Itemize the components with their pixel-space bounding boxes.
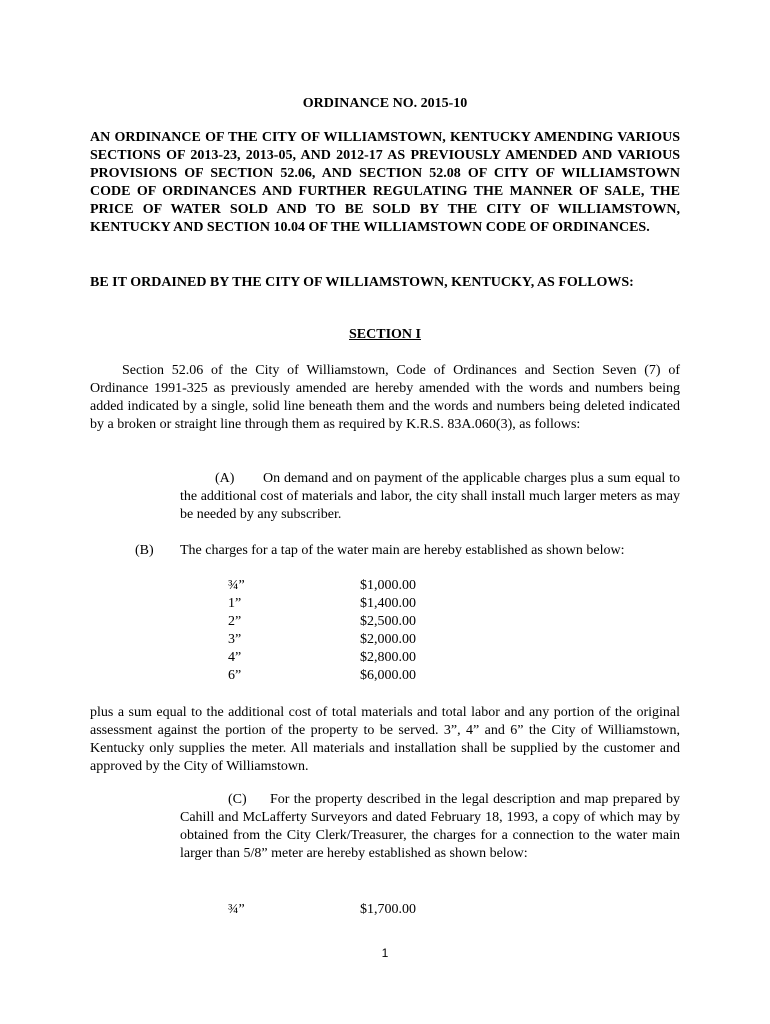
table-row <box>228 667 416 685</box>
item-a-label: (A) <box>215 471 235 486</box>
table-row <box>228 577 416 595</box>
page-number: 1 <box>381 946 389 960</box>
table-row <box>228 631 416 649</box>
item-c <box>180 791 680 863</box>
charge-amount: $2,000.00 <box>360 632 416 647</box>
charge-amount: $1,400.00 <box>360 596 416 611</box>
meter-size: 3” <box>228 632 242 647</box>
charge-amount: $2,500.00 <box>360 614 416 629</box>
table-row <box>228 649 416 667</box>
item-a <box>180 470 680 524</box>
meter-size: 6” <box>228 668 242 683</box>
charge-amount: $6,000.00 <box>360 668 416 683</box>
section-paragraph: Section 52.06 of the City of Williamstown, Code of Ordinances and Section Seven (7) of Ordinance 1991-325 as previously amended are hereby amended with the words and numbers being added indicated by a single, solid line beneath them and the words and numbers being deleted indicated by a broken or straight line through them as required by K.R.S. 83A.060(3), as follows: <box>90 363 680 432</box>
meter-size: 4” <box>228 650 242 665</box>
item-a-text: On demand and on payment of the applicable charges plus a sum equal to the additional cost of materials and labor, the city shall install much larger meters as may be needed by any subscriber. <box>180 471 680 522</box>
meter-size: 1” <box>228 596 242 611</box>
meter-size: 2” <box>228 614 242 629</box>
tap-charges-table <box>228 577 416 685</box>
table-row <box>228 901 416 919</box>
meter-size: ¾” <box>228 578 245 593</box>
ordinance-title: ORDINANCE NO. 2015-10 <box>302 96 468 111</box>
item-c-text: For the property described in the legal description and map prepared by Cahill and McLafferty Surveyors and dated February 18, 1993, a copy of which may by obtained from the City Clerk/Treasurer, the charges for a connection to the water main larger than 5/8” meter are hereby established as shown below: <box>180 792 680 861</box>
item-c-label: (C) <box>228 792 247 807</box>
section-heading: SECTION I <box>349 327 421 342</box>
charge-amount: $1,700.00 <box>360 902 416 917</box>
meter-size: ¾” <box>228 902 245 917</box>
connection-charges-table <box>228 901 416 919</box>
charge-amount: $2,800.00 <box>360 650 416 665</box>
ordain-statement: BE IT ORDAINED BY THE CITY OF WILLIAMSTOWN, KENTUCKY, AS FOLLOWS: <box>90 275 634 290</box>
table-row <box>228 595 416 613</box>
plus-paragraph: plus a sum equal to the additional cost of total materials and total labor and any portion of the original assessment against the portion of the property to be served. 3”, 4” and 6” the City of Williamstown, Kentucky only supplies the meter. All materials and installation shall be supplied by the customer and approved by the City of Williamstown. <box>90 705 680 774</box>
item-b-text: The charges for a tap of the water main are hereby established as shown below: <box>180 543 625 558</box>
item-b-label: (B) <box>135 543 154 558</box>
ordinance-intro: AN ORDINANCE OF THE CITY OF WILLIAMSTOWN, KENTUCKY AMENDING VARIOUS SECTIONS OF 2013-23, 2013-05, AND 2012-17 AS PREVIOUSLY AMENDED AND VARIOUS PROVISIONS OF SECTION 52.06, AND SECTION 52.08 OF CITY OF WILLIAMSTOWN CODE OF ORDINANCES AND FURTHER REGULATING THE MANNER OF SALE, THE PRICE OF WATER SOLD AND TO BE SOLD BY THE CITY OF WILLIAMSTOWN, KENTUCKY AND SECTION 10.04 OF THE WILLIAMSTOWN CODE OF ORDINANCES. <box>90 130 680 235</box>
table-row <box>228 613 416 631</box>
charge-amount: $1,000.00 <box>360 578 416 593</box>
